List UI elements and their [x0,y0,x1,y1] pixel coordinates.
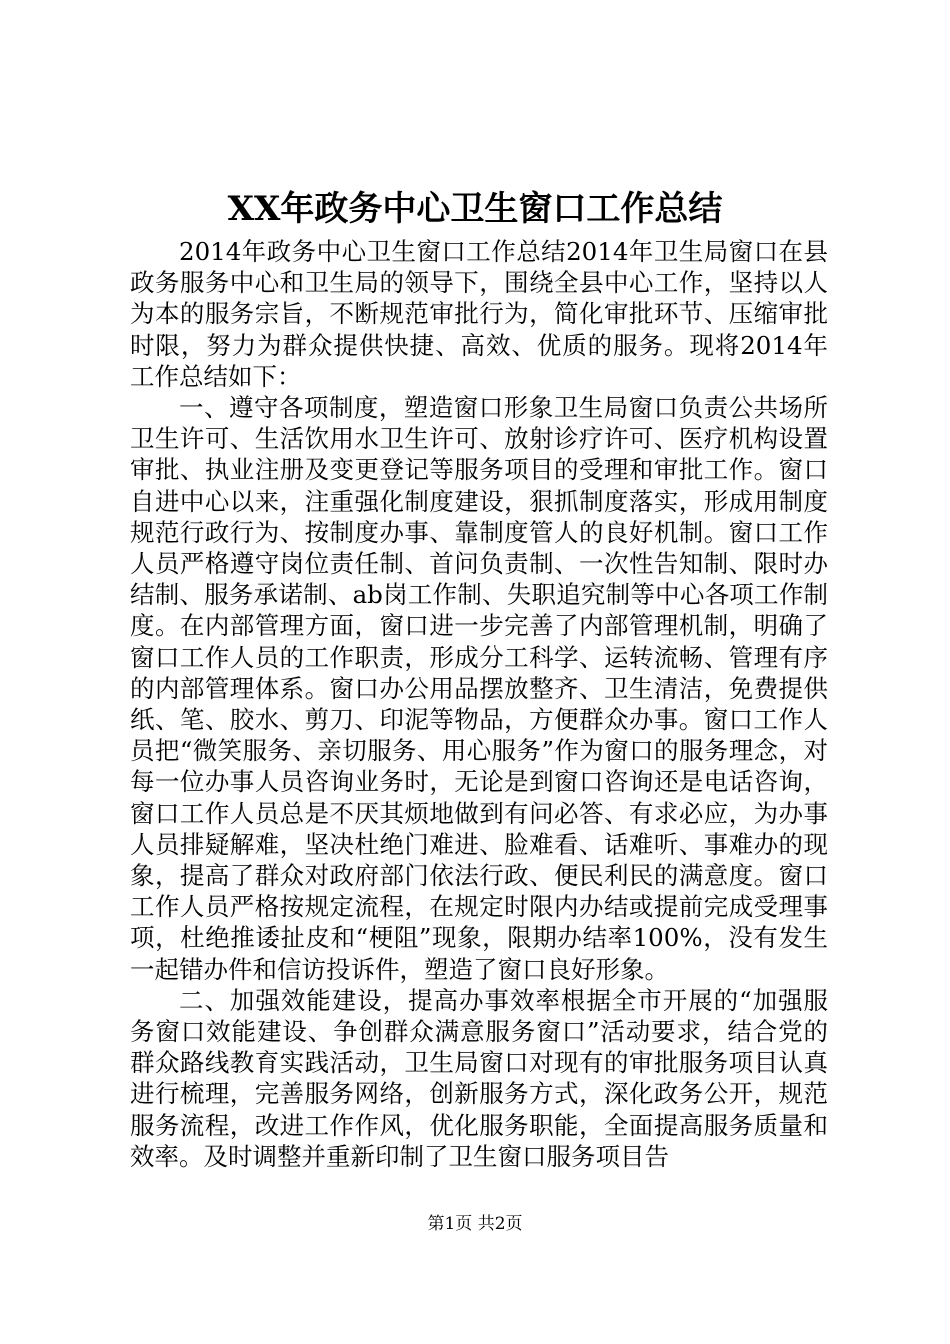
document-title: XX年政务中心卫生窗口工作总结 [227,189,723,229]
page-number-footer: 第1页 共2页 [427,1214,523,1234]
paragraph-section-one: 一、遵守各项制度，塑造窗口形象卫生局窗口负责公共场所卫生许可、生活饮用水卫生许可、放射诊疗许可、医疗机构设置审批、执业注册及变更登记等服务项目的受理和审批工作。窗口自进中心以来，注重强化制度建设，狠抓制度落实，形成用制度规范行政行为、按制度办事、靠制度管人的良好机制。窗口工作人员严格遵守岗位责任制、首问负责制、一次性告知制、限时办结制、服务承诺制、ab岗工作制、失职追究制等中心各项工作制度。在内部管理方面，窗口进一步完善了内部管理机制，明确了窗口工作人员的工作职责，形成分工科学、运转流畅、管理有序的内部管理体系。窗口办公用品摆放整齐、卫生清洁，免费提供纸、笔、胶水、剪刀、印泥等物品，方便群众办事。窗口工作人员把“微笑服务、亲切服务、用心服务”作为窗口的服务理念，对每一位办事人员咨询业务时，无论是到窗口咨询还是电话咨询，窗口工作人员总是不厌其烦地做到有问必答、有求必应，为办事人员排疑解难，坚决杜绝门难进、脸难看、话难听、事难办的现象，提高了群众对政府部门依法行政、便民利民的满意度。窗口工作人员严格按规定流程，在规定时限内办结或提前完成受理事项，杜绝推诿扯皮和“梗阻”现象，限期办结率100%，没有发生一起错办件和信访投诉件，塑造了窗口良好形象。 [130,393,828,984]
document-body [130,236,828,1172]
paragraph-section-two: 二、加强效能建设，提高办事效率根据全市开展的“加强服务窗口效能建设、争创群众满意服务窗口”活动要求，结合党的群众路线教育实践活动，卫生局窗口对现有的审批服务项目认真进行梳理，完善服务网络，创新服务方式，深化政务公开，规范服务流程，改进工作作风，优化服务职能，全面提高服务质量和效率。及时调整并重新印制了卫生窗口服务项目告 [130,985,828,1171]
paragraph-intro: 2014年政务中心卫生窗口工作总结2014年卫生局窗口在县政务服务中心和卫生局的领导下，围绕全县中心工作，坚持以人为本的服务宗旨，不断规范审批行为，简化审批环节、压缩审批时限，努力为群众提供快捷、高效、优质的服务。现将2014年工作总结如下： [130,237,828,391]
